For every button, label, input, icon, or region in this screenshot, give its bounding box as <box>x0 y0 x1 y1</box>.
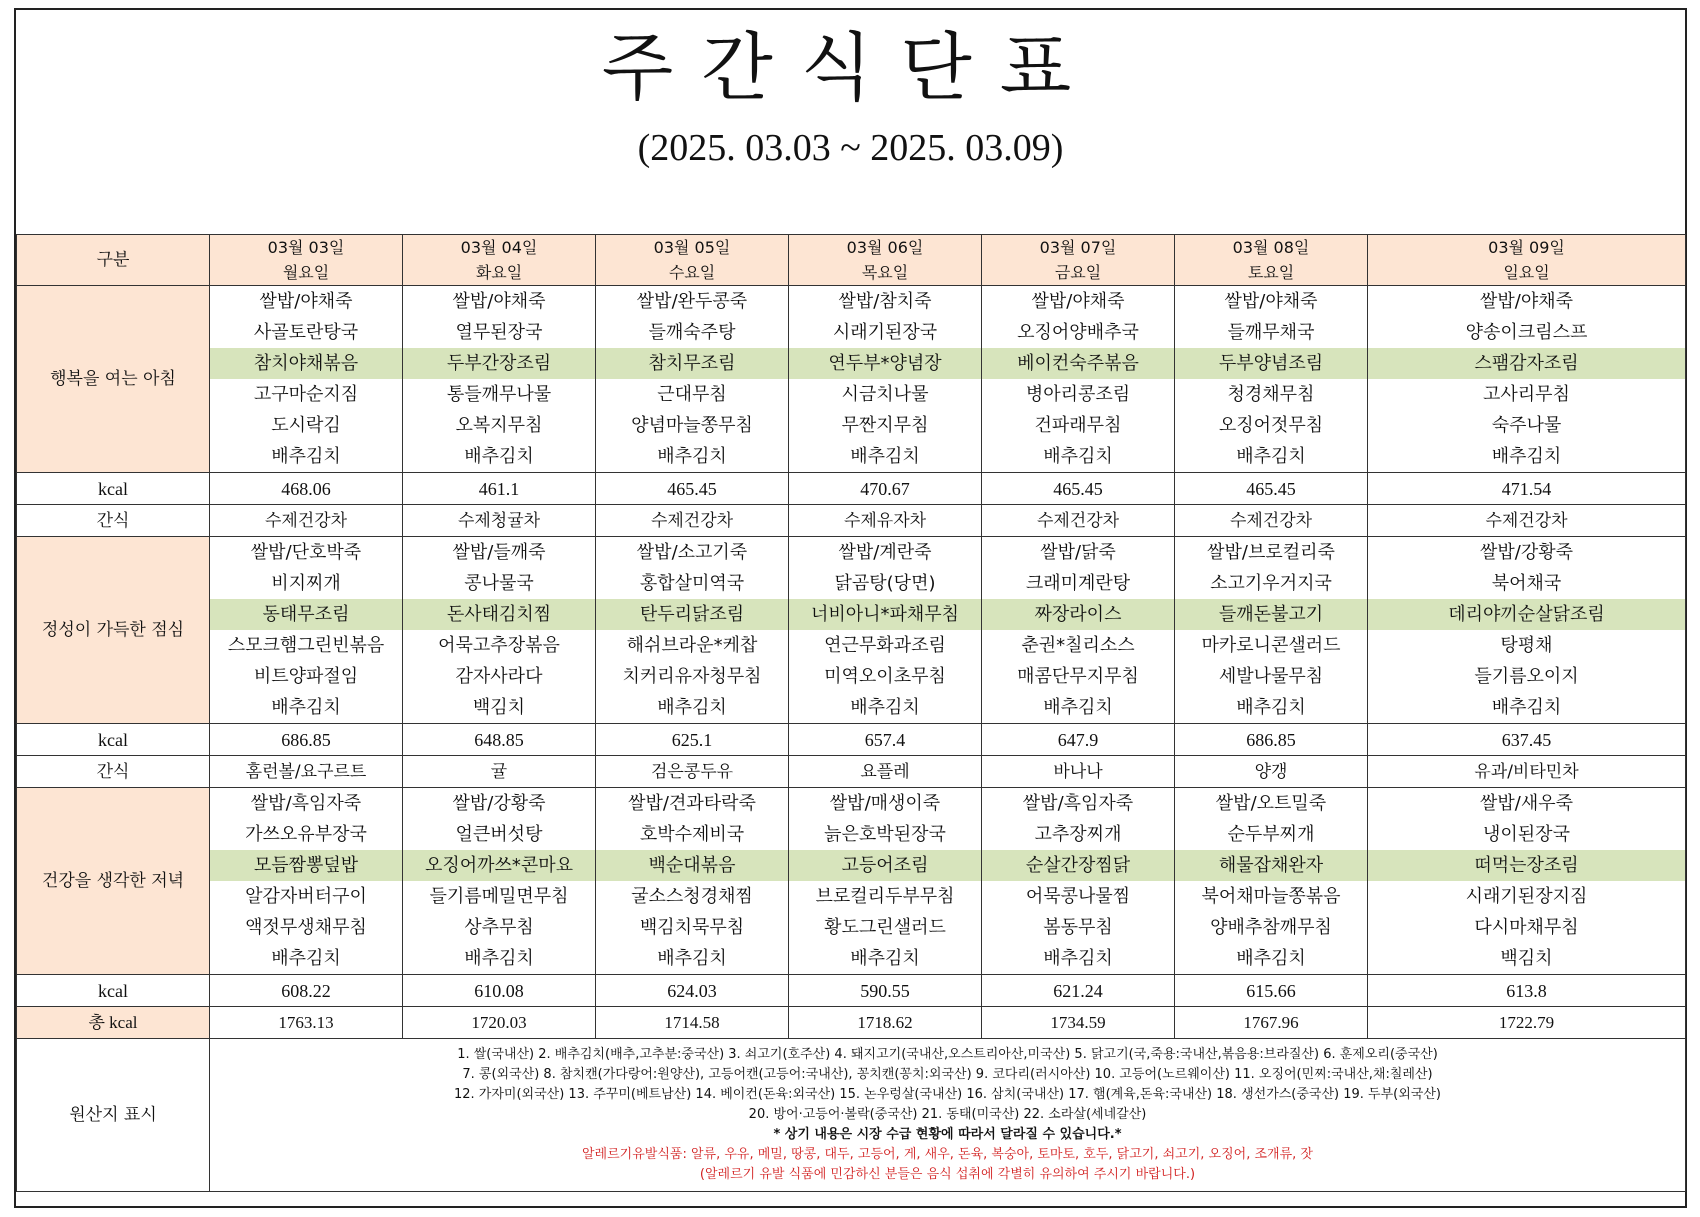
menu-item: 콩나물국 <box>464 573 534 594</box>
dinner-kcal-row-value: 624.03 <box>596 975 789 1007</box>
menu-item: 늙은호박된장국 <box>824 824 946 845</box>
day-weekday: 월요일 <box>282 263 330 282</box>
lunch-row <box>17 537 1686 724</box>
breakfast-kcal-row <box>17 473 1686 505</box>
am-snack-row <box>17 505 1686 537</box>
menu-item: 고추장찌개 <box>1034 824 1122 845</box>
dinner-cell <box>1175 788 1368 975</box>
menu-item: 오징어젓무침 <box>1218 415 1324 436</box>
total-kcal-row-label: 총 kcal <box>17 1007 210 1039</box>
menu-item: 쌀밥/소고기죽 <box>636 542 748 563</box>
menu-item: 춘권*칠리소스 <box>1021 635 1135 656</box>
am-snack-row-value: 수제건강차 <box>982 505 1175 537</box>
date-range: (2025. 03.03 ~ 2025. 03.09) <box>637 127 1064 169</box>
breakfast-kcal-row-value: 471.54 <box>1368 473 1686 505</box>
menu-item: 쌀밥/야채죽 <box>1479 291 1573 312</box>
menu-item: 쌀밥/견과타락죽 <box>628 793 756 814</box>
dinner-kcal-row-value: 613.8 <box>1368 975 1686 1007</box>
menu-item: 북어채국 <box>1491 573 1562 594</box>
menu-item: 순살간장찜닭 <box>982 850 1174 881</box>
lunch-cell <box>982 537 1175 724</box>
menu-item: 배추김치 <box>657 446 727 467</box>
allergy-note: (알레르기 유발 식품에 민감하신 분들은 음식 섭취에 각별히 유의하여 주시기 바랍니다.) <box>699 1167 1196 1182</box>
pm-snack-row-value: 요플레 <box>789 756 982 788</box>
menu-item: 어묵콩나물찜 <box>1025 886 1131 907</box>
menu-item: 배추김치 <box>1043 446 1113 467</box>
menu-item: 오징어까쓰*콘마요 <box>403 850 595 881</box>
am-snack-row-value: 수제건강차 <box>1368 505 1686 537</box>
total-kcal-row-value: 1722.79 <box>1368 1007 1686 1039</box>
menu-item: 쌀밥/강황죽 <box>452 793 546 814</box>
menu-item: 들깨돈불고기 <box>1175 599 1367 630</box>
menu-item: 쌀밥/흑임자죽 <box>1022 793 1134 814</box>
dinner-cell <box>789 788 982 975</box>
lunch-kcal-row-value: 637.45 <box>1368 724 1686 756</box>
breakfast-cell <box>982 286 1175 473</box>
menu-item: 브로컬리두부무침 <box>815 886 955 907</box>
day-date: 03월 03일 <box>267 238 345 257</box>
menu-item: 연근무화과조림 <box>824 635 946 656</box>
day-date: 03월 04일 <box>460 238 538 257</box>
lunch-kcal-row <box>17 724 1686 756</box>
menu-item: 소고기우거지국 <box>1210 573 1332 594</box>
origin-note: * 상기 내용은 시장 수급 현황에 따라서 달라질 수 있습니다.* <box>773 1127 1122 1142</box>
dinner-kcal-row-value: 615.66 <box>1175 975 1368 1007</box>
menu-item: 마카로니콘샐러드 <box>1201 635 1341 656</box>
day-date: 03월 09일 <box>1488 238 1565 257</box>
lunch-cell <box>1368 537 1686 724</box>
menu-item: 배추김치 <box>850 446 920 467</box>
menu-item: 쌀밥/야채죽 <box>1224 291 1318 312</box>
pm-snack-row-value: 바나나 <box>982 756 1175 788</box>
day-header <box>210 235 403 286</box>
menu-item: 배추김치 <box>1491 446 1562 467</box>
menu-item: 배추김치 <box>657 697 727 718</box>
breakfast-kcal-row-value: 465.45 <box>596 473 789 505</box>
dinner-kcal-row-label: kcal <box>17 975 210 1007</box>
lunch-kcal-row-label: kcal <box>17 724 210 756</box>
menu-item: 참치무조림 <box>596 348 788 379</box>
menu-item: 배추김치 <box>271 446 341 467</box>
total-kcal-row-value: 1714.58 <box>596 1007 789 1039</box>
menu-item: 상추무침 <box>464 917 534 938</box>
menu-sheet <box>14 8 1687 1208</box>
menu-item: 열무된장국 <box>455 322 543 343</box>
day-header <box>403 235 596 286</box>
day-weekday: 금요일 <box>1054 263 1102 282</box>
menu-item: 들깨숙주탕 <box>648 322 736 343</box>
origin-label: 원산지 표시 <box>17 1039 210 1192</box>
title-area <box>16 10 1685 235</box>
day-header <box>789 235 982 286</box>
pm-snack-row-value: 홈런볼/요구르트 <box>210 756 403 788</box>
menu-item: 크래미계란탕 <box>1025 573 1131 594</box>
menu-item: 배추김치 <box>271 948 341 969</box>
menu-item: 닭곰탕(당면) <box>834 573 936 594</box>
total-kcal-row <box>17 1007 1686 1039</box>
day-weekday: 일요일 <box>1503 263 1550 282</box>
menu-item: 사골토란탕국 <box>253 322 359 343</box>
menu-item: 근대무침 <box>657 384 727 405</box>
menu-item: 쌀밥/매생이죽 <box>829 793 941 814</box>
menu-item: 홍합살미역국 <box>639 573 745 594</box>
lunch-kcal-row-value: 657.4 <box>789 724 982 756</box>
total-kcal-row-value: 1763.13 <box>210 1007 403 1039</box>
menu-item: 배추김치 <box>850 948 920 969</box>
menu-item: 배추김치 <box>1236 948 1306 969</box>
breakfast-kcal-row-value: 465.45 <box>982 473 1175 505</box>
dinner-cell <box>982 788 1175 975</box>
menu-item: 배추김치 <box>464 948 534 969</box>
menu-item: 쌀밥/야채죽 <box>259 291 353 312</box>
day-header <box>596 235 789 286</box>
origin-line: 1. 쌀(국내산) 2. 배추김치(배추,고추분:중국산) 3. 쇠고기(호주산) 4. 돼지고기(국내산,오스트리아산,미국산) 5. 닭고기(국,죽용:국내산,볶음용:브라질산) 6. 훈제오리(중국산) <box>457 1047 1438 1062</box>
day-date: 03월 06일 <box>846 238 924 257</box>
day-header <box>1368 235 1686 286</box>
menu-item: 쌀밥/계란죽 <box>838 542 932 563</box>
origin-line: 20. 방어·고등어·볼락(중국산) 21. 동태(미국산) 22. 소라살(세네갈산) <box>748 1107 1147 1122</box>
menu-item: 매콤단무지무침 <box>1017 666 1139 687</box>
menu-item: 들기름오이지 <box>1474 666 1579 687</box>
lunch-kcal-row-value: 647.9 <box>982 724 1175 756</box>
menu-item: 북어채마늘쫑볶음 <box>1201 886 1341 907</box>
menu-item: 배추김치 <box>657 948 727 969</box>
menu-item: 고사리무침 <box>1483 384 1570 405</box>
dinner-kcal-row-value: 610.08 <box>403 975 596 1007</box>
menu-item: 쌀밥/야채죽 <box>1031 291 1125 312</box>
lunch-label: 정성이 가득한 점심 <box>17 537 210 724</box>
day-weekday: 화요일 <box>475 263 523 282</box>
menu-item: 순두부찌개 <box>1227 824 1315 845</box>
breakfast-kcal-row-value: 461.1 <box>403 473 596 505</box>
menu-item: 떠먹는장조림 <box>1368 850 1685 881</box>
menu-item: 쌀밥/완두콩죽 <box>636 291 748 312</box>
menu-item: 쌀밥/브로컬리죽 <box>1207 542 1335 563</box>
menu-item: 어묵고추장볶음 <box>438 635 560 656</box>
menu-item: 비트양파절임 <box>253 666 359 687</box>
day-header <box>982 235 1175 286</box>
pm-snack-row-label: 간식 <box>17 756 210 788</box>
origin-info <box>210 1039 1686 1192</box>
total-kcal-row-value: 1720.03 <box>403 1007 596 1039</box>
menu-item: 통들깨무나물 <box>446 384 552 405</box>
menu-item: 오복지무침 <box>455 415 543 436</box>
menu-item: 쌀밥/닭죽 <box>1040 542 1116 563</box>
dinner-cell <box>596 788 789 975</box>
allergy-line: 알레르기유발식품: 알류, 우유, 메밀, 땅콩, 대두, 고등어, 게, 새우, 돈육, 복숭아, 토마토, 호두, 닭고기, 쇠고기, 오징어, 조개류, 잣 <box>582 1147 1313 1162</box>
menu-item: 오징어양배추국 <box>1017 322 1139 343</box>
lunch-cell <box>789 537 982 724</box>
am-snack-row-value: 수제건강차 <box>1175 505 1368 537</box>
am-snack-row-label: 간식 <box>17 505 210 537</box>
menu-item: 세발나물무침 <box>1218 666 1324 687</box>
breakfast-cell <box>596 286 789 473</box>
menu-item: 건파래무침 <box>1034 415 1122 436</box>
menu-item: 백김치 <box>1500 948 1553 969</box>
dinner-kcal-row-value: 590.55 <box>789 975 982 1007</box>
menu-item: 가쓰오유부장국 <box>245 824 367 845</box>
menu-item: 배추김치 <box>1043 948 1113 969</box>
breakfast-label: 행복을 여는 아침 <box>17 286 210 473</box>
menu-item: 냉이된장국 <box>1483 824 1570 845</box>
lunch-cell <box>210 537 403 724</box>
menu-item: 탕평채 <box>1500 635 1553 656</box>
menu-item: 액젓무생채무침 <box>245 917 367 938</box>
menu-item: 쌀밥/새우죽 <box>1479 793 1573 814</box>
menu-item: 스모크햄그린빈볶음 <box>227 635 385 656</box>
menu-item: 쌀밥/강황죽 <box>1479 542 1573 563</box>
menu-item: 청경채무침 <box>1227 384 1315 405</box>
menu-item: 양념마늘쫑무침 <box>631 415 753 436</box>
lunch-cell <box>596 537 789 724</box>
pm-snack-row-value: 검은콩두유 <box>596 756 789 788</box>
menu-item: 얼큰버섯탕 <box>455 824 543 845</box>
breakfast-row <box>17 286 1686 473</box>
menu-item: 황도그린샐러드 <box>824 917 946 938</box>
breakfast-cell <box>1175 286 1368 473</box>
dinner-kcal-row-value: 621.24 <box>982 975 1175 1007</box>
menu-item: 미역오이초무침 <box>824 666 946 687</box>
menu-item: 베이컨숙주볶음 <box>982 348 1174 379</box>
menu-item: 쌀밥/오트밀죽 <box>1215 793 1327 814</box>
pm-snack-row <box>17 756 1686 788</box>
menu-item: 백김치묵무침 <box>639 917 745 938</box>
dinner-kcal-row-value: 608.22 <box>210 975 403 1007</box>
menu-item: 참치야채볶음 <box>210 348 402 379</box>
menu-item: 고등어조림 <box>789 850 981 881</box>
menu-item: 양송이크림스프 <box>1465 322 1588 343</box>
menu-item: 쌀밥/야채죽 <box>452 291 546 312</box>
lunch-kcal-row-value: 648.85 <box>403 724 596 756</box>
day-header <box>1175 235 1368 286</box>
menu-item: 스팸감자조림 <box>1368 348 1685 379</box>
menu-item: 감자사라다 <box>455 666 543 687</box>
menu-item: 두부간장조림 <box>403 348 595 379</box>
lunch-cell <box>403 537 596 724</box>
menu-item: 알감자버터구이 <box>245 886 367 907</box>
menu-item: 백김치 <box>472 697 526 718</box>
day-weekday: 수요일 <box>668 263 716 282</box>
menu-item: 백순대볶음 <box>596 850 788 881</box>
menu-item: 연두부*양념장 <box>789 348 981 379</box>
menu-item: 짜장라이스 <box>982 599 1174 630</box>
am-snack-row-value: 수제건강차 <box>210 505 403 537</box>
menu-item: 숙주나물 <box>1491 415 1562 436</box>
breakfast-cell <box>403 286 596 473</box>
lunch-cell <box>1175 537 1368 724</box>
menu-item: 호박수제비국 <box>639 824 745 845</box>
am-snack-row-value: 수제건강차 <box>596 505 789 537</box>
menu-item: 양배추참깨무침 <box>1210 917 1332 938</box>
menu-item: 배추김치 <box>850 697 920 718</box>
menu-item: 배추김치 <box>1236 697 1306 718</box>
pm-snack-row-value: 양갱 <box>1175 756 1368 788</box>
menu-item: 비지찌개 <box>271 573 341 594</box>
menu-item: 치커리유자청무침 <box>622 666 762 687</box>
breakfast-cell <box>210 286 403 473</box>
day-weekday: 목요일 <box>861 263 909 282</box>
menu-item: 시래기된장지짐 <box>1465 886 1588 907</box>
menu-item: 쌀밥/단호박죽 <box>250 542 362 563</box>
lunch-kcal-row-value: 625.1 <box>596 724 789 756</box>
pm-snack-row-value: 유과/비타민차 <box>1368 756 1686 788</box>
menu-item: 쌀밥/흑임자죽 <box>250 793 362 814</box>
menu-item: 모듬짬뽕덮밥 <box>210 850 402 881</box>
dinner-cell <box>210 788 403 975</box>
total-kcal-row-value: 1718.62 <box>789 1007 982 1039</box>
origin-line: 7. 콩(외국산) 8. 참치캔(가다랑어:원양산), 고등어캔(고등어:국내산), 꽁치캔(꽁치:외국산) 9. 코다리(러시아산) 10. 고등어(노르웨이산) 11. 오징어(민찌:국내산,채:칠레산) <box>462 1067 1433 1082</box>
menu-item: 다시마채무침 <box>1474 917 1579 938</box>
day-date: 03월 08일 <box>1232 238 1310 257</box>
dinner-label: 건강을 생각한 저녁 <box>17 788 210 975</box>
menu-item: 들깨무채국 <box>1227 322 1315 343</box>
menu-item: 쌀밥/참치죽 <box>838 291 932 312</box>
menu-item: 탄두리닭조림 <box>596 599 788 630</box>
dinner-cell <box>1368 788 1686 975</box>
header-row <box>17 235 1686 286</box>
dinner-cell <box>403 788 596 975</box>
menu-item: 무짠지무침 <box>841 415 929 436</box>
dinner-row <box>17 788 1686 975</box>
menu-item: 쌀밥/들깨죽 <box>452 542 546 563</box>
breakfast-kcal-row-value: 470.67 <box>789 473 982 505</box>
am-snack-row-value: 수제청귤차 <box>403 505 596 537</box>
total-kcal-row-value: 1734.59 <box>982 1007 1175 1039</box>
breakfast-kcal-row-label: kcal <box>17 473 210 505</box>
day-date: 03월 07일 <box>1039 238 1117 257</box>
origin-row <box>17 1039 1686 1192</box>
menu-item: 배추김치 <box>1043 697 1113 718</box>
menu-item: 시래기된장국 <box>832 322 938 343</box>
menu-item: 들기름메밀면무침 <box>429 886 569 907</box>
menu-item: 배추김치 <box>464 446 534 467</box>
division-label: 구분 <box>17 235 210 286</box>
menu-table <box>16 234 1686 1192</box>
am-snack-row-value: 수제유자차 <box>789 505 982 537</box>
lunch-kcal-row-value: 686.85 <box>1175 724 1368 756</box>
menu-item: 배추김치 <box>1491 697 1562 718</box>
menu-item: 너비아니*파채무침 <box>789 599 981 630</box>
origin-line: 12. 가자미(외국산) 13. 주꾸미(베트남산) 14. 베이컨(돈육:외국산) 15. 논우렁살(국내산) 16. 삼치(국내산) 17. 햄(계육,돈육:국내산) 18. 생선가스(중국산) 19. 두부(외국산) <box>454 1087 1441 1102</box>
day-date: 03월 05일 <box>653 238 731 257</box>
menu-item: 두부양념조림 <box>1175 348 1367 379</box>
breakfast-cell <box>1368 286 1686 473</box>
lunch-kcal-row-value: 686.85 <box>210 724 403 756</box>
breakfast-kcal-row-value: 465.45 <box>1175 473 1368 505</box>
menu-item: 배추김치 <box>1236 446 1306 467</box>
breakfast-cell <box>789 286 982 473</box>
menu-item: 도시락김 <box>271 415 341 436</box>
menu-item: 해물잡채완자 <box>1175 850 1367 881</box>
menu-item: 병아리콩조림 <box>1025 384 1131 405</box>
page-title: 주간식단표 <box>601 25 1100 111</box>
menu-item: 굴소스청경채찜 <box>631 886 753 907</box>
menu-item: 해쉬브라운*케찹 <box>626 635 758 656</box>
menu-item: 봄동무침 <box>1043 917 1113 938</box>
dinner-kcal-row <box>17 975 1686 1007</box>
menu-item: 고구마순지짐 <box>253 384 359 405</box>
menu-item: 돈사태김치찜 <box>403 599 595 630</box>
pm-snack-row-value: 귤 <box>403 756 596 788</box>
menu-item: 시금치나물 <box>841 384 929 405</box>
menu-item: 동태무조림 <box>210 599 402 630</box>
day-weekday: 토요일 <box>1247 263 1295 282</box>
menu-item: 데리야끼순살닭조림 <box>1368 599 1685 630</box>
menu-item: 배추김치 <box>271 697 341 718</box>
breakfast-kcal-row-value: 468.06 <box>210 473 403 505</box>
total-kcal-row-value: 1767.96 <box>1175 1007 1368 1039</box>
